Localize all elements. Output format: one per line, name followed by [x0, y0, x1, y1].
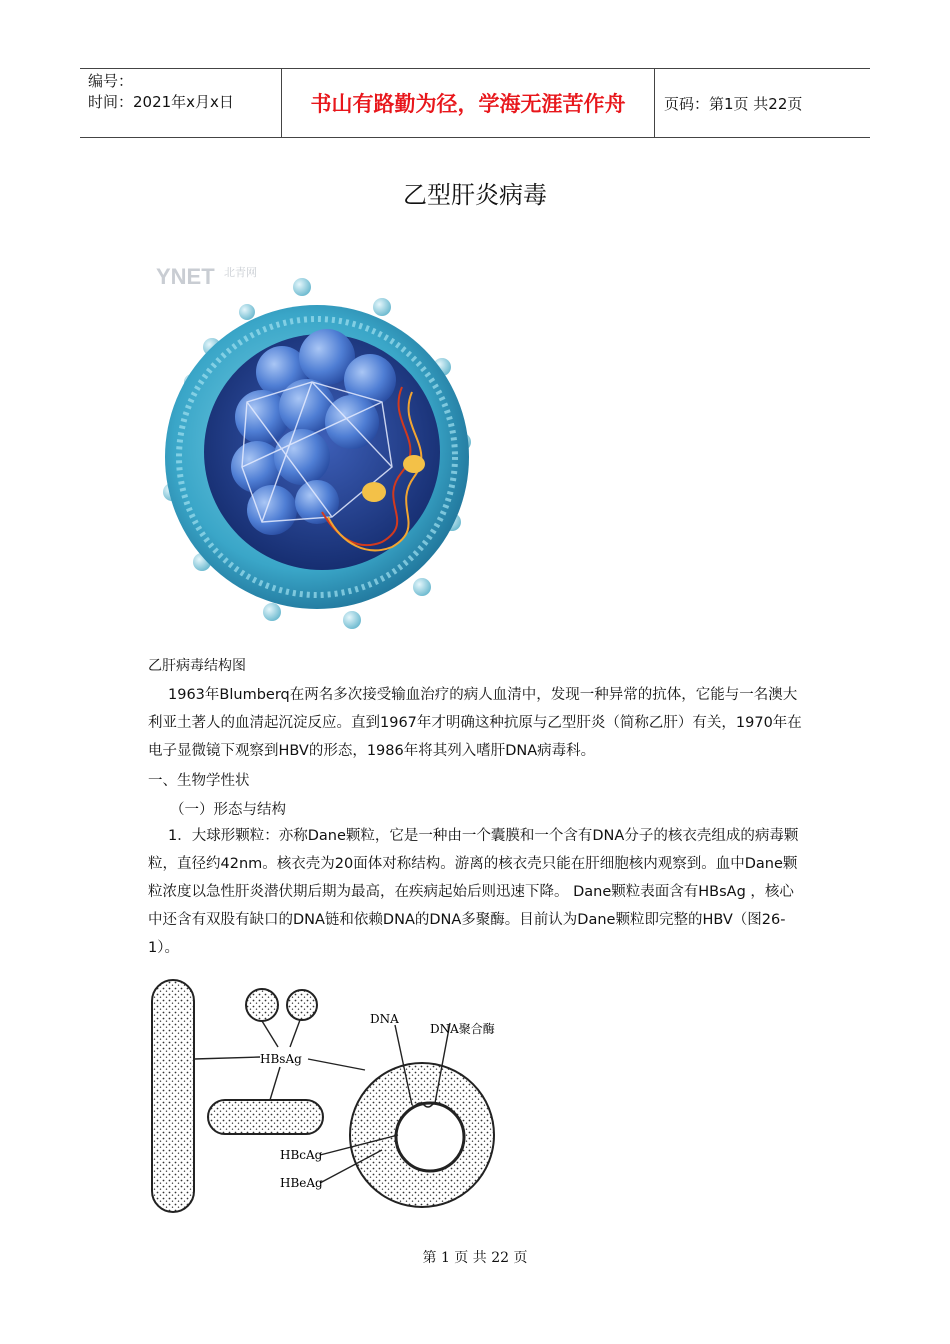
polymerase [403, 455, 425, 473]
header-divider [654, 69, 655, 137]
item-paragraph: 1．大球形颗粒：亦称Dane颗粒，它是一种由一个囊膜和一个含有DNA分子的核衣壳组成的病毒颗粒，直径约42nm。核衣壳为20面体对称结构。游离的核衣壳只能在肝细胞核内观察到。血中Dane颗粒浓度以急性肝炎潜伏期后期为最高，在疾病起始后则迅速下降。 Dane颗粒表面含有HBsAg ，核心中还含有双股有缺口的DNA链和依赖DNA的DNA多聚酶。目前认为Dane颗粒即完整的HBV（图26-1）。 [148, 828, 799, 956]
watermark-logo: YNET [156, 264, 215, 289]
header-motto: 书山有路勤为径，学海无涯苦作舟 [310, 91, 626, 116]
section-heading: 一、生物学性状 [148, 773, 250, 789]
small-spherical-particle [287, 990, 317, 1020]
hbv-particle-diagram [150, 975, 510, 1215]
dane-particle-core [396, 1103, 464, 1171]
header-page-info: 页码：第1页 共22页 [664, 95, 803, 113]
page-title: 乙型肝炎病毒 [403, 181, 547, 209]
number-label: 编号： [88, 72, 134, 90]
subsection-heading: （一）形态与结构 [170, 802, 286, 818]
tubular-particle [208, 1100, 323, 1134]
document-header [80, 68, 870, 138]
label-dna: DNA [370, 1012, 399, 1026]
hbv-structure-illustration [152, 252, 482, 637]
label-hbsag: HBsAg [260, 1052, 302, 1066]
header-meta [88, 71, 234, 113]
label-hbcag: HBcAg [280, 1148, 323, 1162]
label-hbeag: HBeAg [280, 1176, 323, 1190]
label-dna-polymerase: DNA聚合酶 [430, 1022, 495, 1036]
small-spherical-particle [246, 989, 278, 1021]
polymerase [362, 482, 386, 502]
time-label: 时间：2021年x月x日 [88, 93, 234, 111]
intro-paragraph: 1963年Blumberq在两名多次接受输血治疗的病人血清中，发现一种异常的抗体，它能与一名澳大利亚土著人的血清起沉淀反应。直到1967年才明确这种抗原与乙型肝炎（简称乙肝）有关，1970年在电子显微镜下观察到HBV的形态，1986年将其列入嗜肝DNA病毒科。 [148, 687, 802, 759]
page-footer: 第 1 页 共 22 页 [422, 1250, 528, 1266]
watermark-logo-cn: 北青网 [224, 266, 257, 279]
figure-caption: 乙肝病毒结构图 [148, 658, 246, 674]
filamentous-particle [152, 980, 194, 1212]
